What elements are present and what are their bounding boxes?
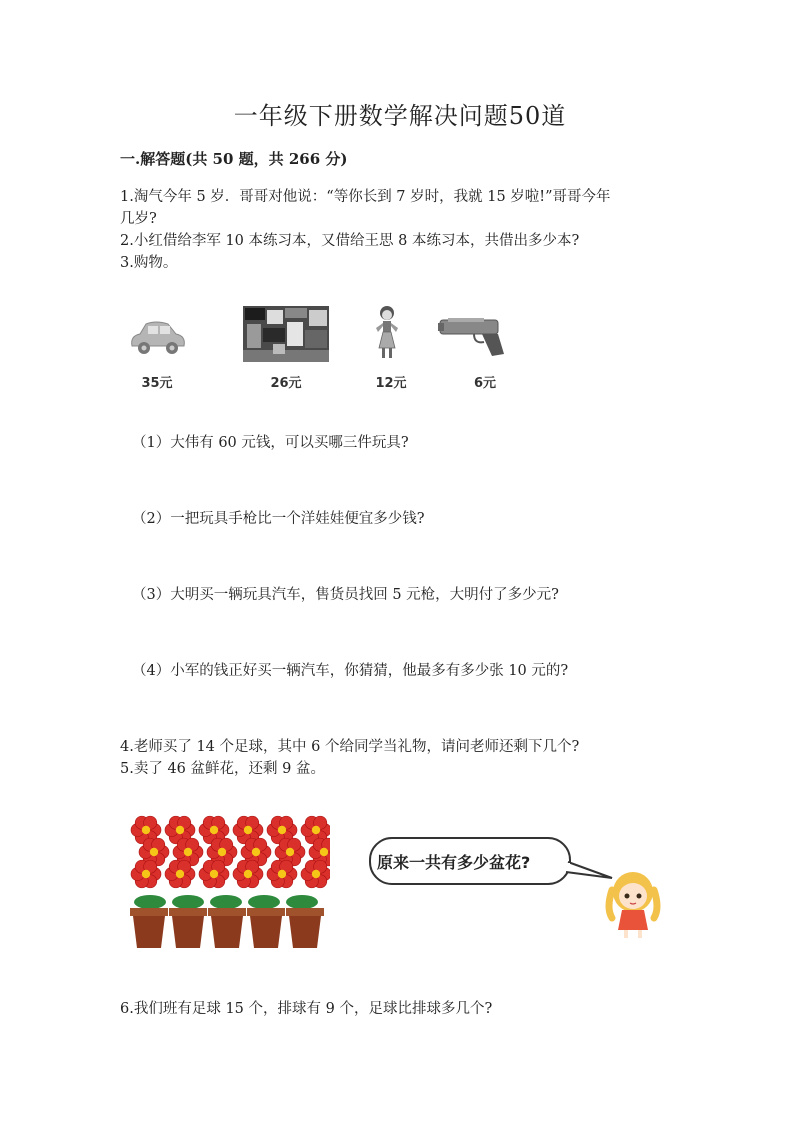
question-3-part-1: （1）大伟有 60 元钱，可以买哪三件玩具? bbox=[132, 435, 409, 451]
building-blocks-icon bbox=[243, 306, 329, 362]
question-3: 3.购物。 bbox=[120, 255, 178, 271]
question-3-part-4: （4）小军的钱正好买一辆汽车，你猜猜，他最多有多少张 10 元的? bbox=[132, 663, 569, 679]
toy-price-car: 35元 bbox=[141, 376, 173, 391]
girl-character-icon bbox=[604, 868, 662, 942]
flower-pots-illustration bbox=[124, 812, 330, 952]
section-heading: 一.解答题(共 50 题，共 266 分) bbox=[120, 150, 348, 168]
question-3-part-2: （2）一把玩具手枪比一个洋娃娃便宜多少钱? bbox=[132, 511, 425, 527]
question-1-line-1: 1.淘气今年 5 岁．哥哥对他说：“等你长到 7 岁时，我就 15 岁啦!”哥哥今年 bbox=[120, 189, 611, 205]
question-1-line-2: 几岁? bbox=[120, 211, 157, 227]
question-4: 4.老师买了 14 个足球，其中 6 个给同学当礼物，请问老师还剩下几个? bbox=[120, 739, 580, 755]
question-3-part-3: （3）大明买一辆玩具汽车，售货员找回 5 元枪，大明付了多少元? bbox=[132, 587, 559, 603]
question-6: 6.我们班有足球 15 个，排球有 9 个，足球比排球多几个? bbox=[120, 1001, 493, 1017]
question-2: 2.小红借给李军 10 本练习本，又借给王思 8 本练习本，共借出多少本? bbox=[120, 233, 580, 249]
page-title: 一年级下册数学解决问题50道 bbox=[233, 102, 567, 130]
toy-price-doll: 12元 bbox=[375, 376, 407, 391]
question-5: 5.卖了 46 盆鲜花，还剩 9 盆。 bbox=[120, 761, 325, 777]
toy-price-blocks: 26元 bbox=[270, 376, 302, 391]
toy-gun-icon bbox=[438, 314, 510, 358]
doll-icon bbox=[370, 304, 404, 362]
toy-price-gun: 6元 bbox=[473, 376, 497, 391]
speech-bubble-text: 原来一共有多少盆花? bbox=[377, 853, 531, 872]
toy-car-icon bbox=[126, 318, 188, 358]
